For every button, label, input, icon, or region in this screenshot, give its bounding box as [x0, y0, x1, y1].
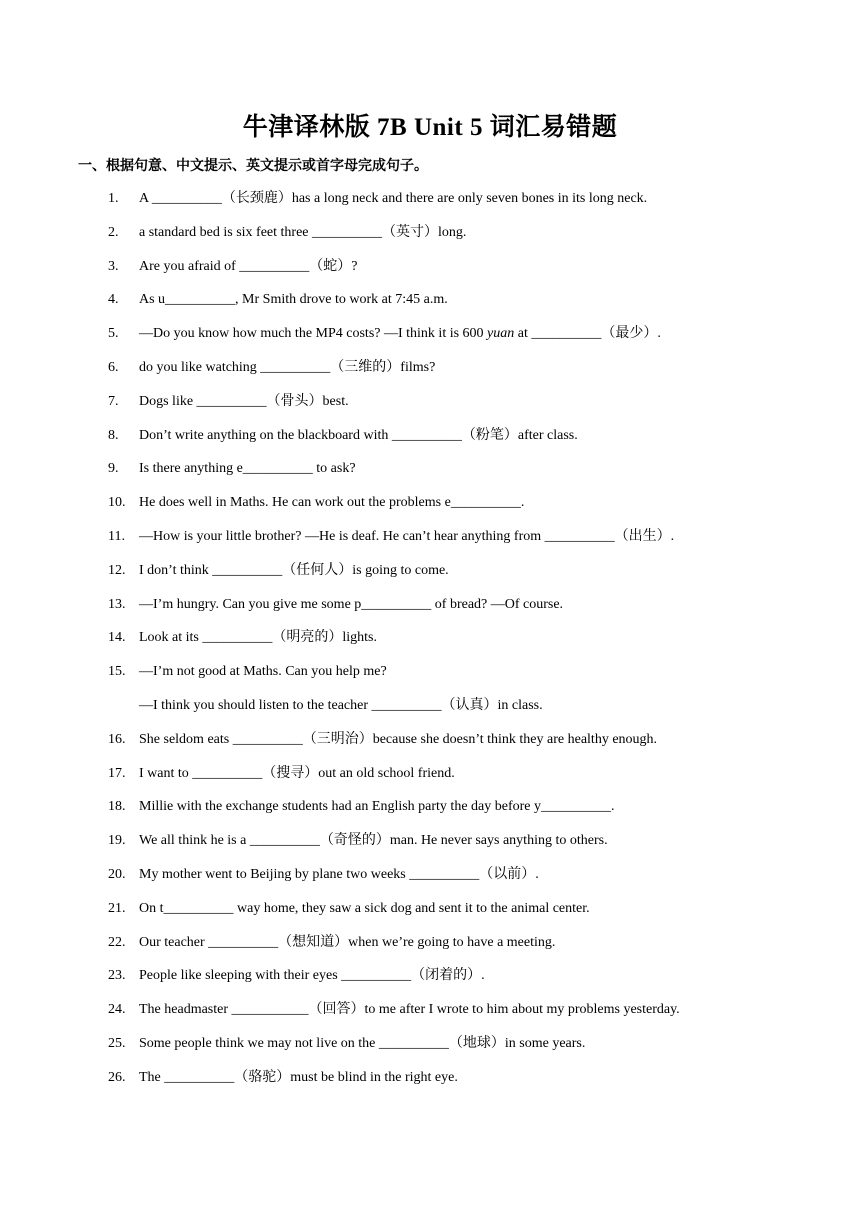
- question-number: 10.: [108, 495, 126, 511]
- question-text: We all think he is a __________（奇怪的）man. He never says anything to others.: [139, 833, 608, 849]
- question-text: —Do you know how much the MP4 costs? —I think it is 600 yuan at __________（最少）.: [139, 326, 661, 342]
- question-number: 16.: [108, 731, 126, 747]
- question-item: [0, 492, 860, 526]
- question-number: 5.: [108, 326, 119, 342]
- question-number: 6.: [108, 359, 119, 375]
- question-text: a standard bed is six feet three __________（英寸）long.: [139, 224, 467, 240]
- question-number: 2.: [108, 224, 119, 240]
- question-number: 4.: [108, 292, 119, 308]
- question-item: [0, 661, 860, 695]
- question-item: [0, 796, 860, 830]
- question-item: [0, 999, 860, 1033]
- question-number: 21.: [108, 900, 126, 916]
- question-number: 17.: [108, 765, 126, 781]
- question-text: Is there anything e__________ to ask?: [139, 461, 356, 477]
- question-item: [0, 864, 860, 898]
- question-item: [0, 763, 860, 797]
- question-text: The headmaster ___________（回答）to me after I wrote to him about my problems yesterday.: [139, 1002, 680, 1018]
- question-item: [0, 256, 860, 290]
- question-item: [0, 965, 860, 999]
- question-number: 8.: [108, 427, 119, 443]
- question-text: She seldom eats __________（三明治）because she doesn’t think they are healthy enough.: [139, 731, 658, 747]
- question-number: 13.: [108, 596, 126, 612]
- question-number: 18.: [108, 799, 126, 815]
- question-list: [0, 188, 860, 1101]
- question-item: [0, 560, 860, 594]
- question-item: [0, 1067, 860, 1101]
- question-text: Don’t write anything on the blackboard with __________（粉笔）after class.: [139, 427, 578, 443]
- question-text: I don’t think __________（任何人）is going to come.: [139, 562, 449, 578]
- question-text: Are you afraid of __________（蛇）?: [139, 258, 358, 274]
- question-number: 20.: [108, 866, 126, 882]
- question-item: [0, 729, 860, 763]
- question-number: 3.: [108, 258, 119, 274]
- question-text: My mother went to Beijing by plane two weeks __________（以前）.: [139, 866, 539, 882]
- question-text: On t__________ way home, they saw a sick dog and sent it to the animal center.: [139, 900, 590, 916]
- question-number: 9.: [108, 461, 119, 477]
- question-number: 14.: [108, 630, 126, 646]
- question-item: [0, 357, 860, 391]
- section-heading: 一、根据句意、中文提示、英文提示或首字母完成句子。: [78, 158, 428, 174]
- question-text: Look at its __________（明亮的）lights.: [139, 630, 377, 646]
- question-text: do you like watching __________（三维的）films?: [139, 359, 436, 375]
- question-number: 26.: [108, 1069, 126, 1085]
- question-item: [0, 830, 860, 864]
- document-title: 牛津译林版 7B Unit 5 词汇易错题: [242, 114, 618, 141]
- question-item: [0, 1033, 860, 1067]
- question-number: 23.: [108, 968, 126, 984]
- question-text: Our teacher __________（想知道）when we’re going to have a meeting.: [139, 934, 556, 950]
- question-item: [0, 898, 860, 932]
- question-number: 15.: [108, 664, 126, 680]
- question-number: 25.: [108, 1035, 126, 1051]
- question-text: People like sleeping with their eyes __________（闭着的）.: [139, 968, 485, 984]
- question-item: [0, 323, 860, 357]
- question-number: 7.: [108, 393, 119, 409]
- question-text: Some people think we may not live on the __________（地球）in some years.: [139, 1035, 586, 1051]
- question-item: [0, 391, 860, 425]
- question-item: [0, 594, 860, 628]
- question-text: I want to __________（搜寻）out an old school friend.: [139, 765, 455, 781]
- question-text: —I’m not good at Maths. Can you help me?: [139, 664, 387, 680]
- question-text: As u__________, Mr Smith drove to work at 7:45 a.m.: [139, 292, 448, 308]
- question-text: The __________（骆驼）must be blind in the right eye.: [139, 1069, 458, 1085]
- question-item: [0, 222, 860, 256]
- question-text: —I think you should listen to the teacher __________（认真）in class.: [139, 697, 543, 713]
- question-item: [0, 526, 860, 560]
- question-item: [0, 289, 860, 323]
- question-item: [0, 627, 860, 661]
- question-number: 1.: [108, 191, 119, 206]
- question-number: 19.: [108, 833, 126, 849]
- question-item: [0, 695, 860, 729]
- question-number: 11.: [108, 528, 125, 544]
- question-number: 12.: [108, 562, 126, 578]
- question-item: [0, 932, 860, 966]
- question-item: [0, 425, 860, 459]
- question-item: [0, 458, 860, 492]
- question-text: Millie with the exchange students had an English party the day before y__________.: [139, 799, 615, 815]
- question-text: —I’m hungry. Can you give me some p__________ of bread? —Of course.: [139, 596, 564, 612]
- question-text: He does well in Maths. He can work out the problems e__________.: [139, 495, 525, 511]
- question-item: [0, 188, 860, 222]
- question-number: 24.: [108, 1002, 126, 1018]
- question-text: —How is your little brother? —He is deaf. He can’t hear anything from __________（出生）.: [139, 528, 675, 544]
- question-text: Dogs like __________（骨头）best.: [139, 393, 349, 409]
- question-number: 22.: [108, 934, 126, 950]
- question-text: A __________（长颈鹿）has a long neck and there are only seven bones in its long neck.: [139, 191, 648, 206]
